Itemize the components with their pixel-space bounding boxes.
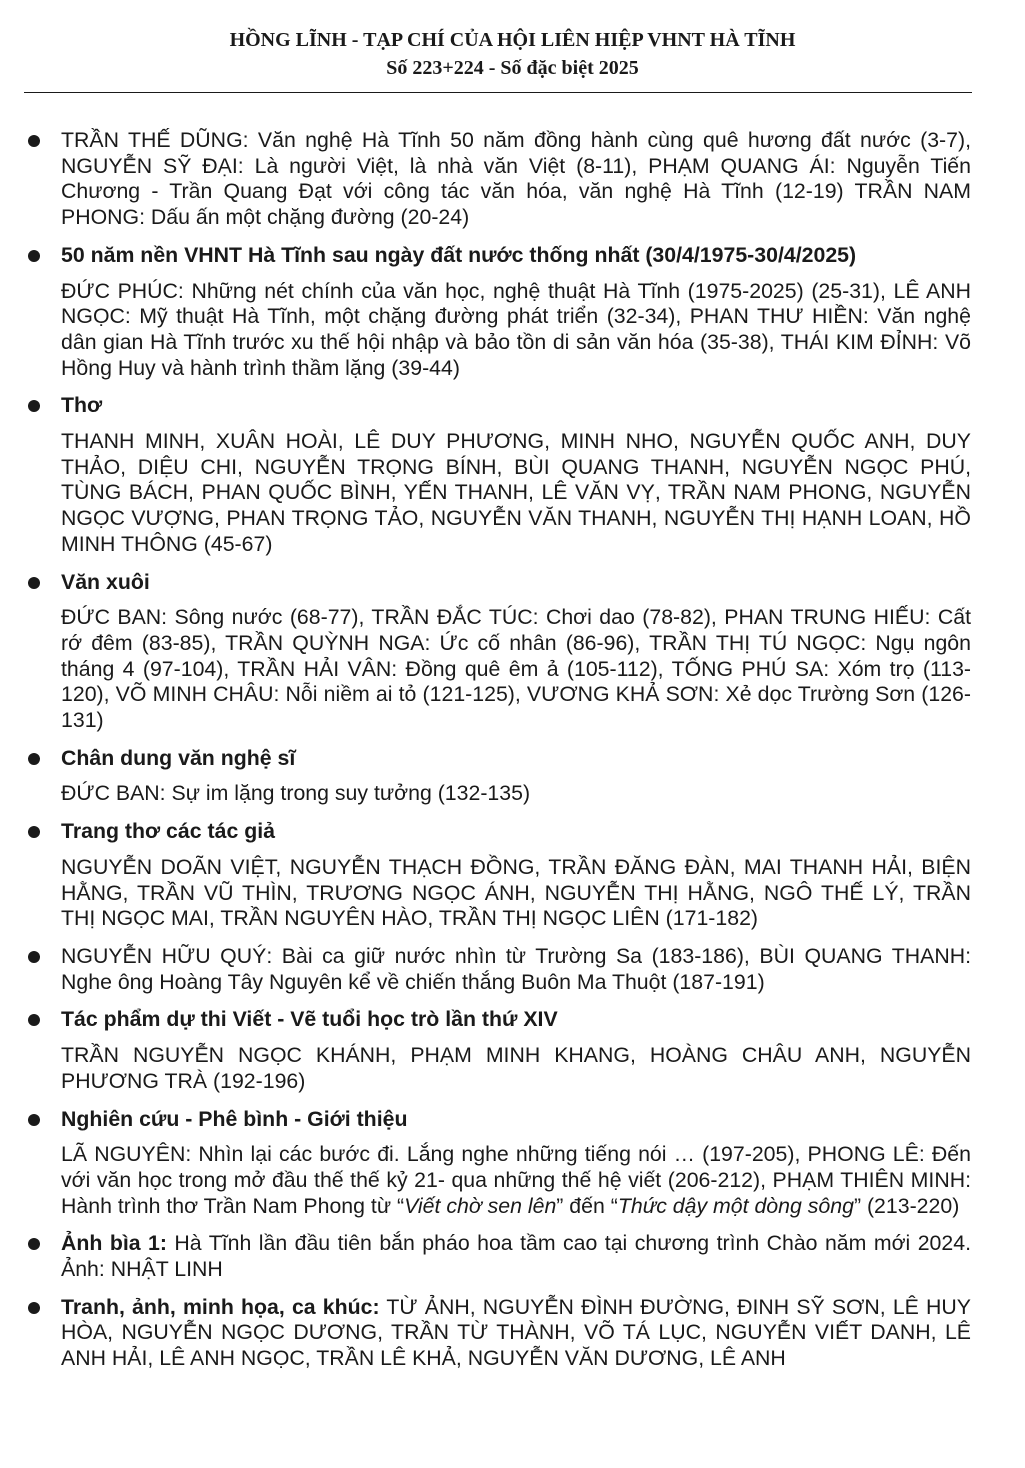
section-heading: Thơ [61,393,103,418]
toc-entry [26,128,971,231]
bullet-icon [28,400,40,412]
body-text: Hà Tĩnh lần đầu tiên bắn pháo hoa tầm cao tại chương trình Chào năm mới 2024. Ảnh: NHẬT LINH [61,1231,971,1282]
entry-body [61,1231,971,1282]
toc-entry [26,819,971,932]
entry-body: THANH MINH, XUÂN HOÀI, LÊ DUY PHƯƠNG, MINH NHO, NGUYỄN QUỐC ANH, DUY THẢO, DIỆU CHI, NGUYỄN TRỌNG BÍNH, BÙI QUANG THANH, NGUYỄN NGỌC PHÚ, TÙNG BÁCH, PHAN QUỐC BÌNH, YẾN THANH, LÊ VĂN VỴ, TRẦN NAM PHONG, NGUYỄN NGỌC VƯỢNG, PHAN TRỌNG TẢO, NGUYỄN VĂN THANH, NGUYỄN THỊ HẠNH LOAN, HỒ MINH THÔNG (45-67) [61,429,971,556]
section-heading: Trang thơ các tác giả [61,819,275,844]
toc-entry [26,1295,971,1372]
bullet-icon [28,1014,40,1026]
entry-body: ĐỨC PHÚC: Những nét chính của văn học, nghệ thuật Hà Tĩnh (1975-2025) (25-31), LÊ ANH NGỌC: Mỹ thuật Hà Tĩnh, một chặng đường phát triển (32-34), PHAN THƯ HIỀN: Văn nghệ dân gian Hà Tĩnh trước xu thế hội nhập và bảo tồn di sản văn hóa (35-38), THÁI KIM ĐỈNH: Võ Hồng Huy và hành trình thầm lặng (39-44) [61,278,971,380]
bullet-icon [28,1114,40,1126]
cover-photo-label: Ảnh bìa 1: [61,1231,167,1256]
bullet-icon [28,1302,40,1314]
section-heading: Chân dung văn nghệ sĩ [61,745,296,770]
poem-title-italic: Thức dậy một dòng sông [617,1193,854,1218]
toc-entry [26,944,971,995]
bullet-icon [28,753,40,765]
entry-body [61,1295,971,1372]
entry-body [61,1142,971,1219]
bullet-icon [28,951,40,963]
bullet-icon [28,135,40,147]
header-divider [24,92,972,93]
entry-body: ĐỨC BAN: Sự im lặng trong suy tưởng (132-135) [61,781,531,806]
toc-entry [26,1107,971,1220]
header-title: HỒNG LĨNH - TẠP CHÍ CỦA HỘI LIÊN HIỆP VHNT HÀ TĨNH [229,29,796,51]
body-text: ” đến “ [556,1193,618,1218]
body-text: TỪ ẢNH, NGUYỄN ĐÌNH ĐƯỜNG, ĐINH SỸ SƠN, LÊ HUY HÒA, NGUYỄN NGỌC DƯƠNG, TRẦN TỪ THÀNH, VÕ TÁ LỤC, NGUYỄN VIẾT DANH, LÊ ANH HẢI, LÊ ANH NGỌC, TRẦN LÊ KHẢ, NGUYỄN VĂN DƯƠNG, LÊ ANH [61,1294,972,1371]
section-heading: Tác phẩm dự thi Viết - Vẽ tuổi học trò lần thứ XIV [61,1007,558,1032]
toc-entry [26,1007,971,1094]
bullet-icon [28,826,40,838]
toc-entry [26,746,971,807]
entry-body: TRẦN NGUYỄN NGỌC KHÁNH, PHẠM MINH KHANG, HOÀNG CHÂU ANH, NGUYỄN PHƯƠNG TRÀ (192-196) [61,1043,971,1093]
entry-body: TRẦN THẾ DŨNG: Văn nghệ Hà Tĩnh 50 năm đồng hành cùng quê hương đất nước (3-7), NGUYỄN SỸ ĐẠI: Là người Việt, là nhà văn Việt (8-11), PHẠM QUANG ÁI: Nguyễn Tiến Chương - Trần Quang Đạt với công tác văn hóa, văn nghệ Hà Tĩnh (12-19) TRẦN NAM PHONG: Dấu ấn một chặng đường (20-24) [61,128,971,230]
illustrations-label: Tranh, ảnh, minh họa, ca khúc: [61,1294,380,1319]
toc-entry [26,570,971,734]
header-issue: Số 223+224 - Số đặc biệt 2025 [386,57,639,79]
bullet-icon [28,1238,40,1250]
bullet-icon [28,250,40,262]
toc-entry [26,1231,971,1282]
magazine-header [0,26,1025,82]
entry-body: ĐỨC BAN: Sông nước (68-77), TRẦN ĐẮC TÚC: Chơi dao (78-82), PHAN TRUNG HIẾU: Cất rớ đêm (83-85), TRẦN QUỲNH NGA: Ức cố nhân (86-96), TRẦN THỊ TÚ NGỌC: Ngụ ngôn tháng 4 (97-104), TRẦN HẢI VÂN: Đồng quê êm ả (105-112), TỐNG PHÚ SA: Xóm trọ (113-120), VÕ MINH CHÂU: Nỗi niềm ai tỏ (121-125), VƯƠNG KHẢ SƠN: Xẻ dọc Trường Sơn (126-131) [61,605,971,733]
entry-body: NGUYỄN DOÃN VIỆT, NGUYỄN THẠCH ĐỒNG, TRẦN ĐĂNG ĐÀN, MAI THANH HẢI, BIỆN HẰNG, TRẦN VŨ THÌN, TRƯƠNG NGỌC ÁNH, NGUYỄN THỊ HẰNG, NGÔ THẾ LÝ, TRẦN THỊ NGỌC MAI, TRẦN NGUYÊN HÀO, TRẦN THỊ NGỌC LIÊN (171-182) [61,854,971,931]
body-text: LÃ NGUYÊN: Nhìn lại các bước đi. Lắng nghe những tiếng nói … (197-205), PHONG LÊ: Đến với văn học trong mở đầu thế thế kỷ 21- qua những thế hệ viết (206-212), PHẠM THIÊN MINH: Hành trình thơ Trần Nam Phong từ “ [61,1142,971,1218]
body-text: ” (213-220) [853,1193,960,1218]
bullet-icon [28,577,40,589]
poem-title-italic: Viết chờ sen lên [404,1193,557,1218]
toc-entry [26,243,971,382]
section-heading: Nghiên cứu - Phê bình - Giới thiệu [61,1106,408,1131]
toc-entry [26,393,971,557]
section-heading: Văn xuôi [61,569,150,594]
table-of-contents [26,128,971,1372]
section-heading: 50 năm nền VHNT Hà Tĩnh sau ngày đất nước thống nhất (30/4/1975-30/4/2025) [61,242,857,267]
entry-body: NGUYỄN HỮU QUÝ: Bài ca giữ nước nhìn từ Trường Sa (183-186), BÙI QUANG THANH: Nghe ông Hoàng Tây Nguyên kể về chiến thắng Buôn Ma Thuột (187-191) [61,943,971,994]
